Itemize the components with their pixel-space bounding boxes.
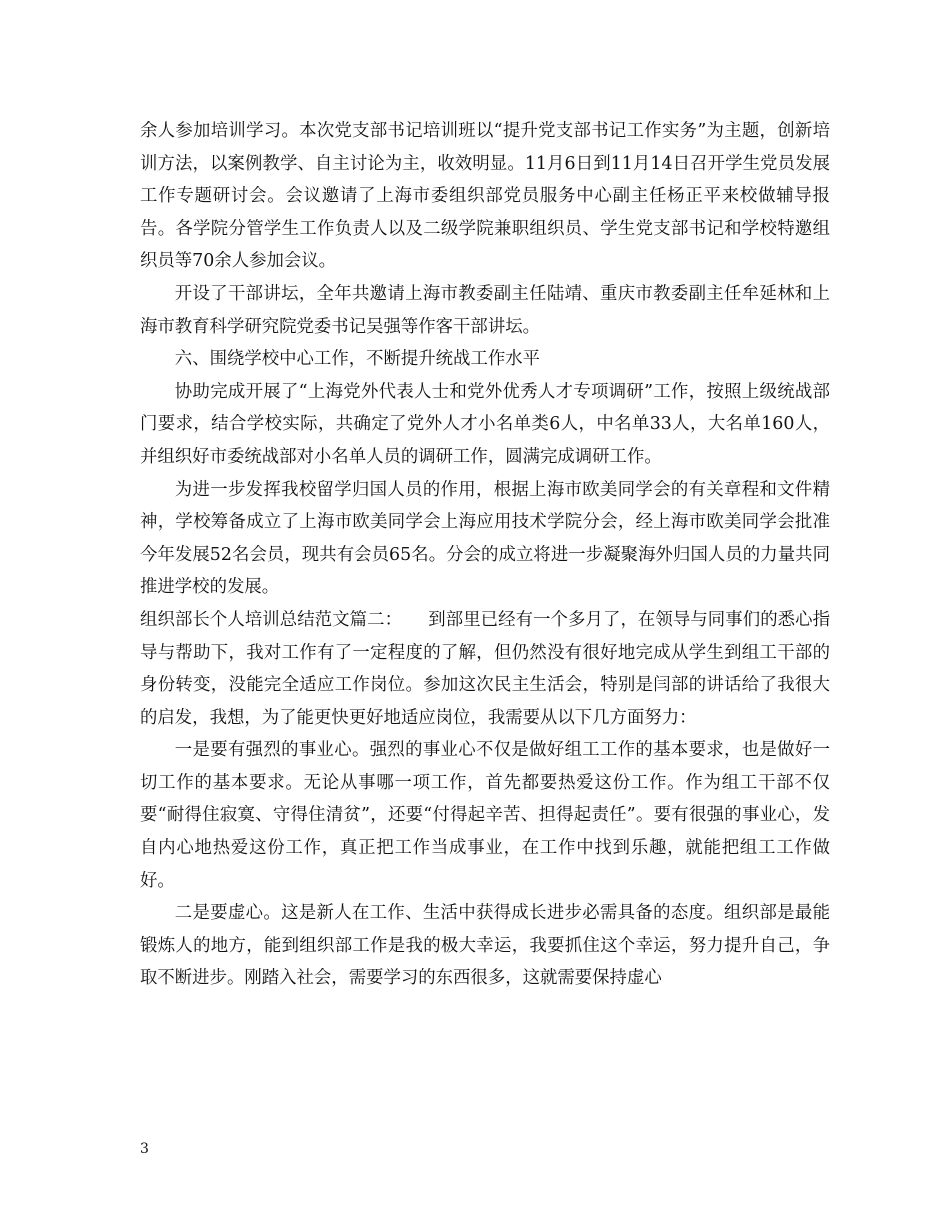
section-heading: 六、围绕学校中心工作，不断提升统战工作水平 [174, 349, 541, 370]
paragraph-7: 二是要虚心。这是新人在工作、生活中获得成长进步必需具备的态度。组织部是最能锻炼人的地方，能到组织部工作是我的极大幸运，我要抓住这个幸运，努力提升自己，争取不断进步。刚踏入社会，需要学习的东西很多，这就需要保持虚心 [140, 903, 830, 989]
page-number: 3 [140, 1141, 149, 1157]
paragraph-6: 一是要有强烈的事业心。强烈的事业心不仅是做好组工工作的基本要求，也是做好一切工作的基本要求。无论从事哪一项工作，首先都要热爱这份工作。作为组工干部不仅要“耐得住寂寞、守得住清贫”，还要“付得起辛苦、担得起责任”。要有很强的事业心，发自内心地热爱这份工作，真正把工作当成事业，在工作中找到乐趣，就能把组工工作做好。 [140, 740, 830, 891]
paragraph-5: 组织部长个人培训总结范文篇二： 到部里已经有一个多月了，在领导与同事们的悉心指导与帮助下，我对工作有了一定程度的了解，但仍然没有很好地完成从学生到组工干部的身份转变，没能完全适应工作岗位。参加这次民主生活会，特别是闫部的讲话给了我很大的启发，我想，为了能更快更好地适应岗位，我需要从以下几方面努力： [140, 609, 830, 728]
paragraph-1: 余人参加培训学习。本次党支部书记培训班以“提升党支部书记工作实务”为主题，创新培训方法，以案例教学、自主讨论为主，收效明显。11月6日到11月14日召开学生党员发展工作专题研讨会。会议邀请了上海市委组织部党员服务中心副主任杨正平来校做辅导报告。各学院分管学生工作负责人以及二级学院兼职组织员、学生党支部书记和学校特邀组织员等70余人参加会议。 [140, 121, 830, 272]
paragraph-4: 为进一步发挥我校留学归国人员的作用，根据上海市欧美同学会的有关章程和文件精神，学校筹备成立了上海市欧美同学会上海应用技术学院分会，经上海市欧美同学会批准今年发展52名会员，现共有会员65名。分会的成立将进一步凝聚海外归国人员的力量共同推进学校的发展。 [140, 479, 830, 598]
paragraph-2: 开设了干部讲坛，全年共邀请上海市教委副主任陆靖、重庆市教委副主任牟延林和上海市教育科学研究院党委书记吴强等作客干部讲坛。 [140, 283, 830, 337]
document-body [140, 115, 830, 995]
paragraph-3: 协助完成开展了“上海党外代表人士和党外优秀人才专项调研”工作，按照上级统战部门要求，结合学校实际，共确定了党外人才小名单类6人，中名单33人，大名单160人，并组织好市委统战部对小名单人员的调研工作，圆满完成调研工作。 [140, 381, 830, 467]
